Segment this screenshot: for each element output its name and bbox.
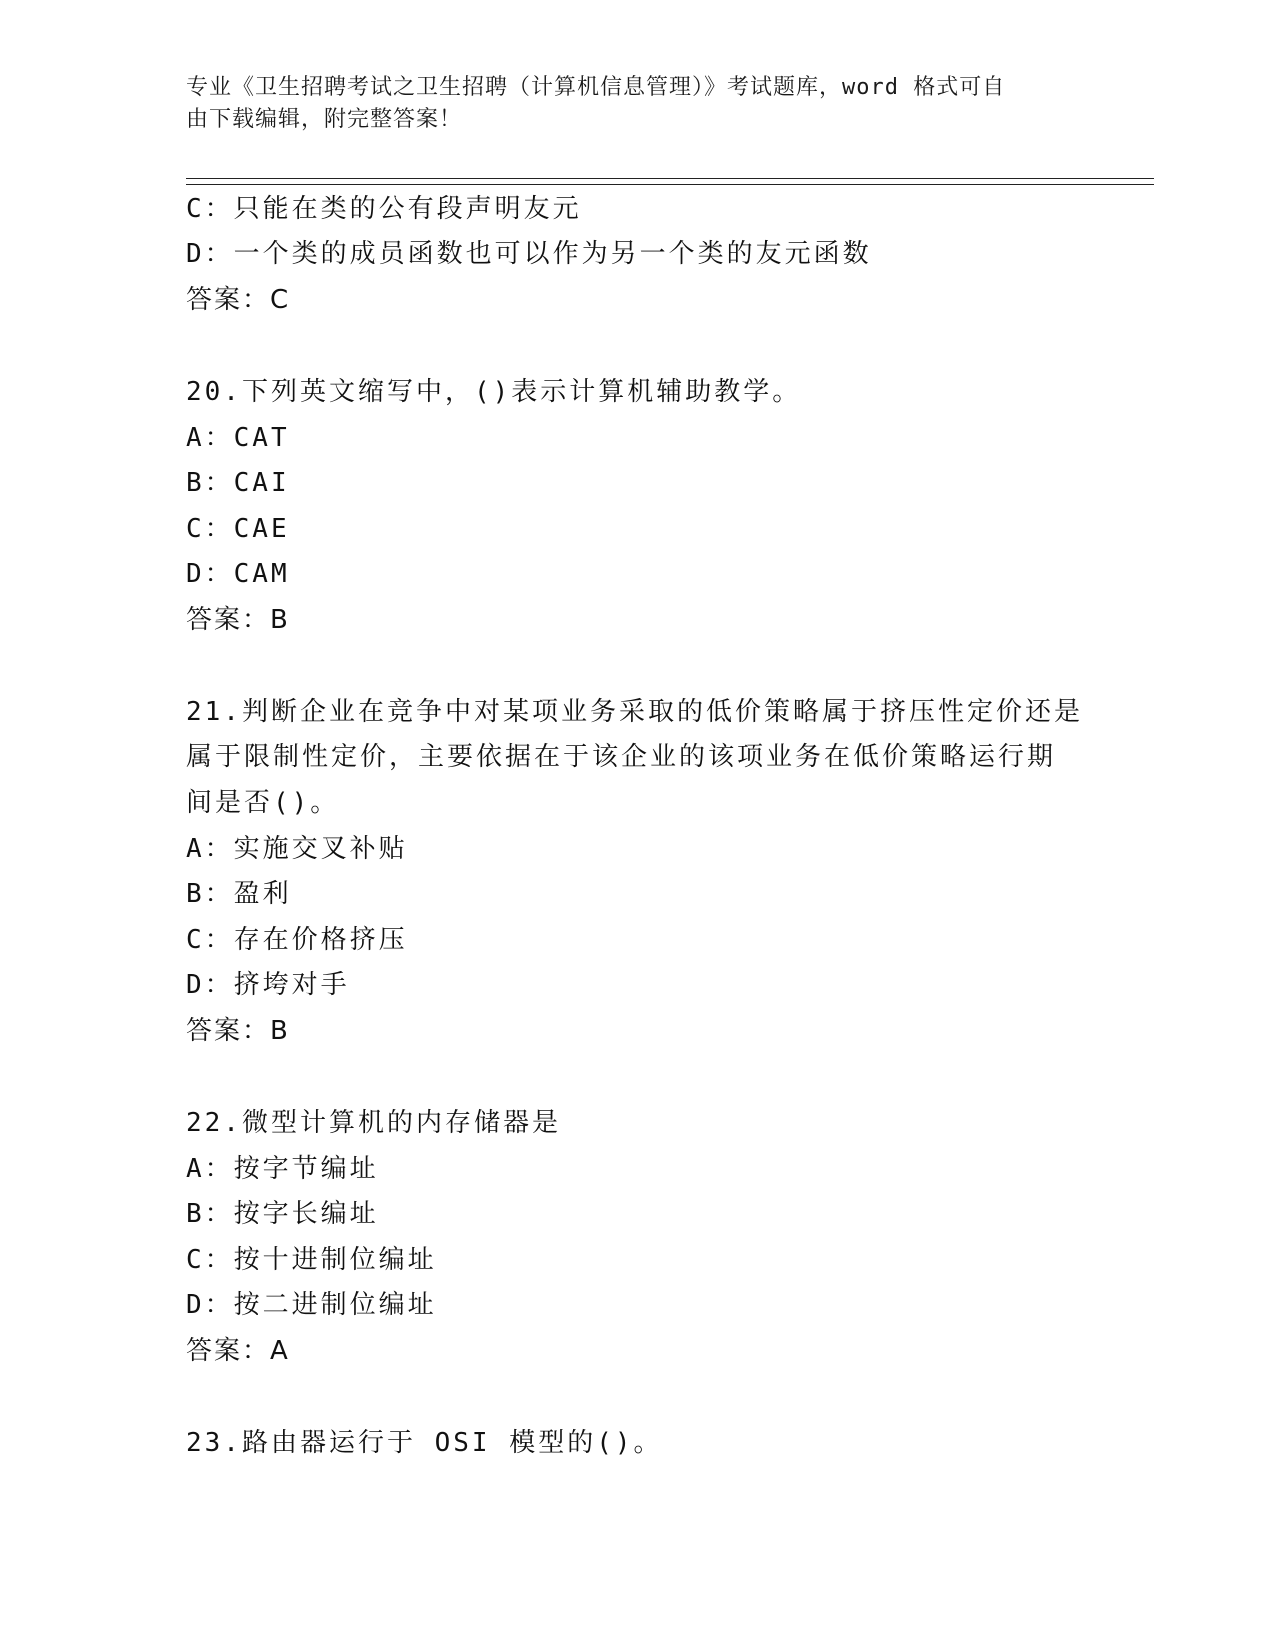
q21-stem-line-2: 属于限制性定价，主要依据在于该企业的该项业务在低价策略运行期 (186, 742, 1057, 772)
header-line-1: 专业《卫生招聘考试之卫生招聘（计算机信息管理）》考试题库，word 格式可自 (186, 75, 1006, 100)
q21-option-b: B：盈利 (186, 879, 292, 909)
q22-option-c: C：按十进制位编址 (186, 1245, 437, 1275)
document-header (186, 72, 1066, 136)
q20-option-c: C：CAE (186, 514, 290, 544)
q22-answer: 答案：A (186, 1336, 290, 1366)
q21-option-c: C：存在价格挤压 (186, 925, 408, 955)
q21-stem-line-1: 21.判断企业在竞争中对某项业务采取的低价策略属于挤压性定价还是 (186, 697, 1083, 727)
q22-stem: 22.微型计算机的内存储器是 (186, 1108, 561, 1138)
q23-stem: 23.路由器运行于 OSI 模型的()。 (186, 1428, 663, 1458)
q21-option-d: D：挤垮对手 (186, 970, 350, 1000)
q22-option-b: B：按字长编址 (186, 1199, 379, 1229)
q20-option-d: D：CAM (186, 559, 290, 589)
q22-option-d: D：按二进制位编址 (186, 1290, 437, 1320)
q20-option-a: A：CAT (186, 423, 290, 453)
q20-option-b: B：CAI (186, 468, 290, 498)
q21-option-a: A：实施交叉补贴 (186, 834, 408, 864)
q20-stem: 20.下列英文缩写中，()表示计算机辅助教学。 (186, 377, 802, 407)
q19-option-d: D：一个类的成员函数也可以作为另一个类的友元函数 (186, 239, 872, 269)
q20-answer: 答案：B (186, 605, 290, 635)
header-line-2: 由下载编辑，附完整答案！ (186, 107, 463, 132)
q21-answer: 答案：B (186, 1016, 290, 1046)
q19-option-c: C：只能在类的公有段声明友元 (186, 194, 582, 224)
header-divider-bottom (186, 184, 1154, 185)
header-divider-top (186, 178, 1154, 179)
q22-option-a: A：按字节编址 (186, 1154, 379, 1184)
q21-stem-line-3: 间是否()。 (186, 788, 340, 818)
q19-answer: 答案：C (186, 285, 291, 315)
